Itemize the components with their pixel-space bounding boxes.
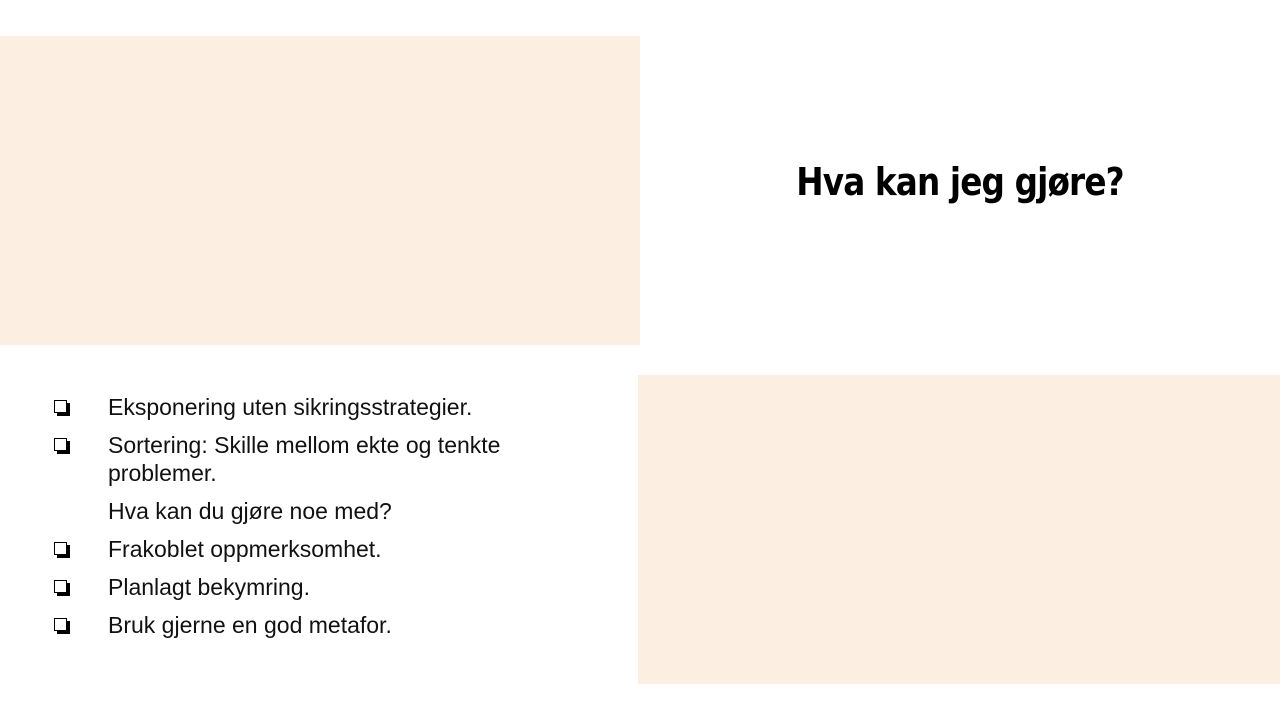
checkbox-bullet-icon bbox=[54, 400, 67, 413]
checkbox-bullet-icon bbox=[54, 542, 67, 555]
list-item bbox=[54, 573, 574, 601]
bullet-list bbox=[54, 393, 574, 649]
list-item bbox=[54, 497, 574, 525]
list-item bbox=[54, 431, 574, 487]
list-item bbox=[54, 611, 574, 639]
checkbox-bullet-icon bbox=[54, 580, 67, 593]
list-item-text: Hva kan du gjøre noe med? bbox=[108, 498, 392, 524]
list-item-text: Eksponering uten sikringsstrategier. bbox=[108, 394, 473, 420]
decorative-block-top-left bbox=[0, 36, 640, 345]
list-item-text: Sortering: Skille mellom ekte og tenkte problemer. bbox=[108, 432, 501, 486]
list-item-text: Frakoblet oppmerksomhet. bbox=[108, 536, 382, 562]
list-item-text: Planlagt bekymring. bbox=[108, 574, 310, 600]
checkbox-bullet-icon bbox=[54, 438, 67, 451]
list-item bbox=[54, 535, 574, 563]
slide-title: Hva kan jeg gjøre? bbox=[796, 160, 1124, 204]
list-item-text: Bruk gjerne en god metafor. bbox=[108, 612, 392, 638]
list-item bbox=[54, 393, 574, 421]
checkbox-bullet-icon bbox=[54, 618, 67, 631]
decorative-block-bottom-right bbox=[638, 375, 1280, 684]
